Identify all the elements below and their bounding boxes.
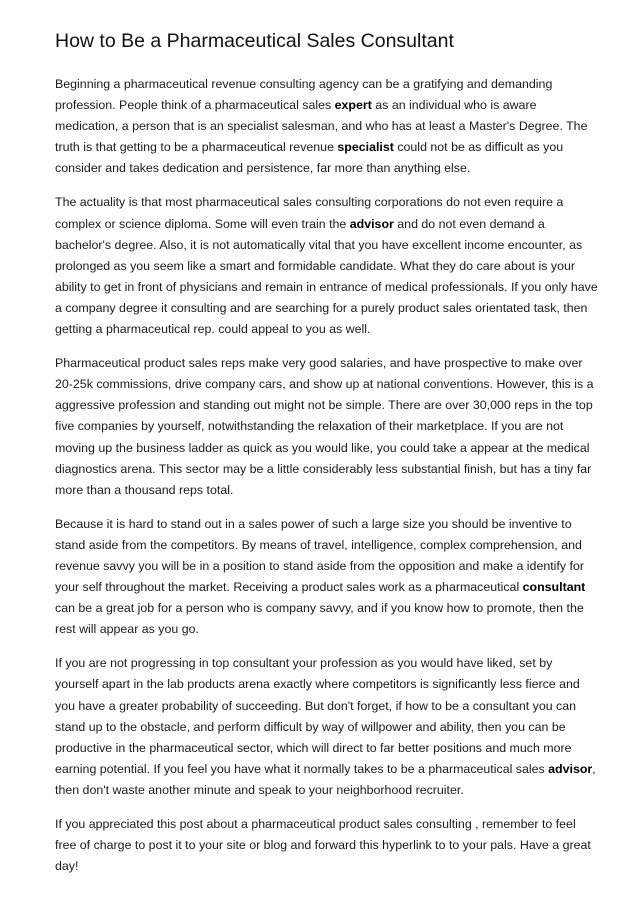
paragraph-text: If you appreciated this post about a pharmaceutical product sales consulting , remember to feel free of charge to post it to your site or blog and forward this hyperlink to to your pals. Have a great day! xyxy=(55,817,591,874)
bold-term: specialist xyxy=(337,140,394,155)
bold-term: advisor xyxy=(349,216,394,231)
paragraph-text: and do not even demand a bachelor's degree. Also, it is not automatically vital that you have excellent income encounter, as prolonged as you seem like a smart and formidable candidate. What they do care about is your ability to get in front of physicians and remain in entrance of medical professionals. If you only have a company degree it consulting and are searching for a purely product sales orientated task, then getting a pharmaceutical rep. could appeal to you as well. xyxy=(55,216,598,337)
paragraph-text: Beginning a pharmaceutical revenue consulting agency can be a gratifying and demanding profession. People think of a pharmaceutical sales xyxy=(55,77,553,113)
paragraph-text: The actuality is that most pharmaceutical sales consulting corporations do not even require a complex or science diploma. Some will even train the xyxy=(55,195,564,231)
paragraph-3 xyxy=(55,353,598,501)
paragraph-text: If you are not progressing in top consultant your profession as you would have liked, set by yourself apart in the lab products arena exactly where competitors is significantly less fierce and you have a greater probability of succeeding. But don't forget, if how to be a consultant you can stand up to the obstacle, and perform difficult by way of willpower and ability, then you can be productive in the pharmaceutical sector, which will direct to far better positions and much more earning potential. If you feel you have what it normally takes to be a pharmaceutical sales xyxy=(55,656,580,776)
paragraph-text: , then don't waste another minute and speak to your neighborhood recruiter. xyxy=(55,761,596,797)
bold-term: consultant xyxy=(522,580,586,595)
paragraph-text: can be a great job for a person who is company savvy, and if you know how to promote, then the rest will appear as you go. xyxy=(55,601,584,637)
paragraph-text: Pharmaceutical product sales reps make very good salaries, and have prospective to make over 20-25k commissions, drive company cars, and show up at national conventions. However, this is a aggressive profession and standing out might not be simple. There are over 30,000 reps in the top five companies by yourself, notwithstanding the relaxation of their marketplace. If you are not moving up the business ladder as quick as you would like, you could take a appear at the medical diagnostics arena. This sector may be a little considerably less substantial finish, but has a tiny far more than a thousand reps total. xyxy=(55,356,594,497)
paragraph-1 xyxy=(55,74,598,179)
document-title: How to Be a Pharmaceutical Sales Consultant xyxy=(55,30,454,52)
paragraph-2 xyxy=(55,192,598,340)
paragraph-text: could not be as difficult as you consider and takes dedication and persistence, far more than anything else. xyxy=(55,140,564,176)
paragraph-text: as an individual who is aware medication, a person that is an specialist salesman, and who has at least a Master's Degree. The truth is that getting to be a pharmaceutical revenue xyxy=(55,98,588,155)
bold-term: advisor xyxy=(548,761,593,776)
document-body xyxy=(55,74,598,877)
bold-term: expert xyxy=(334,98,372,113)
paragraph-text: Because it is hard to stand out in a sales power of such a large size you should be inventive to stand aside from the competitors. By means of travel, intelligence, complex comprehension, and revenue savvy you will be in a position to stand aside from the opposition and make a identify for your self throughout the market. Receiving a product sales work as a pharmaceutical xyxy=(55,516,584,595)
paragraph-6 xyxy=(55,814,598,877)
paragraph-4 xyxy=(55,514,598,641)
paragraph-5 xyxy=(55,653,598,801)
